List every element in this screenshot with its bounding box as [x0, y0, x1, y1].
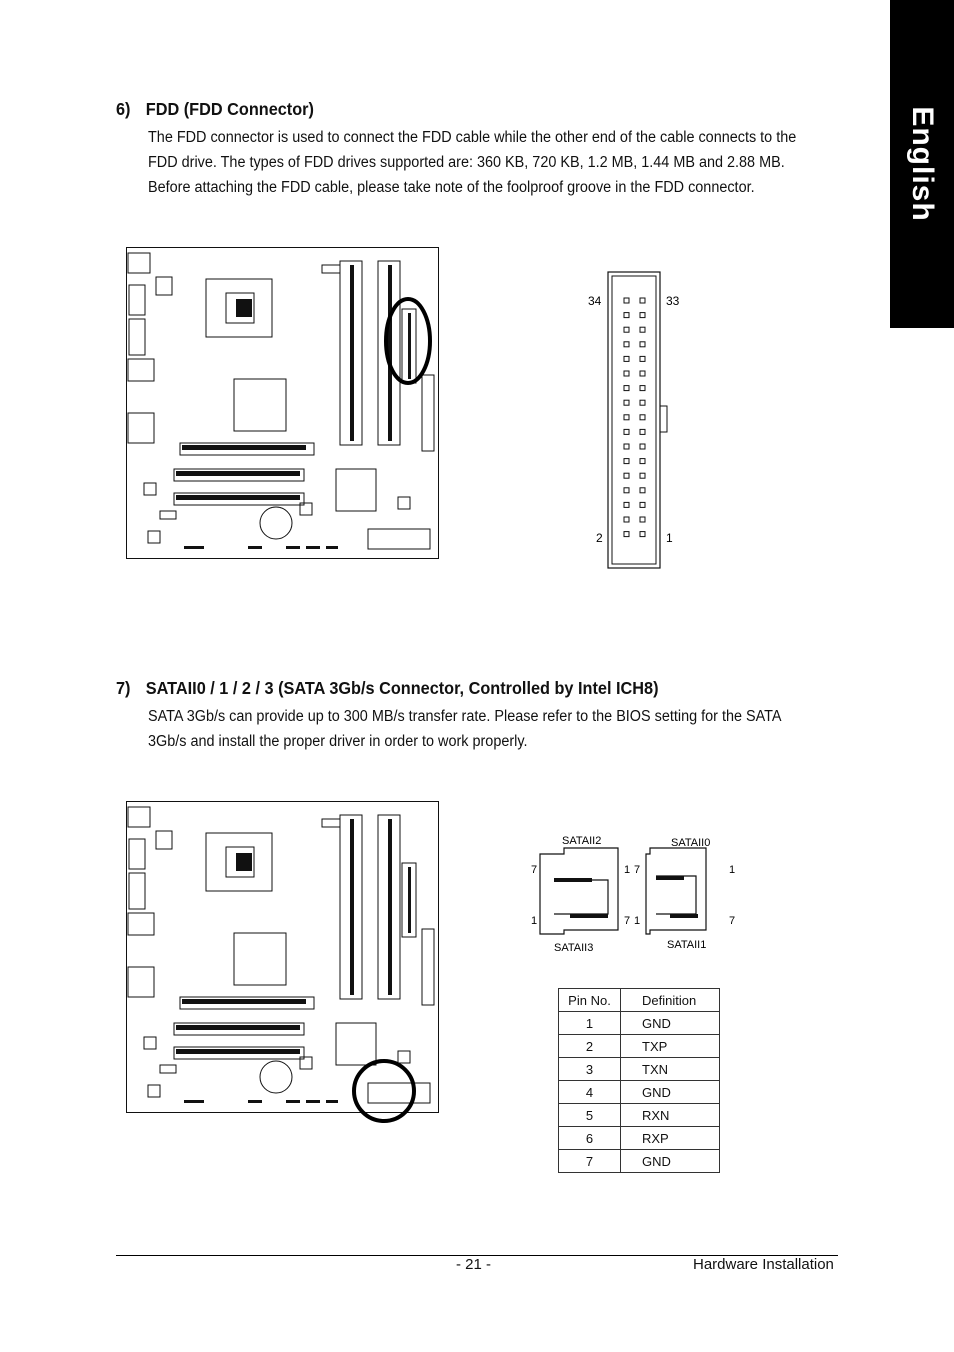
sataii3-pin7-label: 7	[624, 915, 631, 927]
language-label: English	[906, 106, 939, 222]
table-row	[559, 1127, 720, 1150]
language-side-tab	[890, 0, 954, 328]
sataii2-pin7-label: 7	[531, 864, 538, 876]
fdd-pin	[624, 429, 629, 434]
definition-cell: TXN	[621, 1058, 720, 1081]
motherboard-diagram-sata	[126, 801, 439, 1114]
sata-pin-table	[558, 988, 720, 1173]
fdd-pin	[640, 473, 645, 478]
definition-cell: GND	[621, 1150, 720, 1173]
fdd-pin	[640, 532, 645, 537]
section-7-body: SATA 3Gb/s can provide up to 300 MB/s transfer rate. Please refer to the BIOS setting for the SATA 3Gb/s and install the proper driver in order to work properly.	[148, 708, 781, 750]
fdd-pin	[640, 415, 645, 420]
fdd-pin	[640, 459, 645, 464]
footer-section-title: Hardware Installation	[693, 1256, 834, 1273]
pin-cell: 3	[559, 1058, 621, 1081]
fdd-pin	[624, 444, 629, 449]
table-row	[559, 1012, 720, 1035]
sata-connector-diagram	[520, 830, 750, 960]
table-row	[559, 1104, 720, 1127]
sataii1-pin1-label: 1	[634, 915, 641, 927]
sataii0-pin7-label: 7	[634, 864, 641, 876]
sataii1-label: SATAII1	[667, 939, 707, 951]
fdd-pin	[624, 298, 629, 303]
table-row	[559, 1150, 720, 1173]
fdd-pin	[640, 488, 645, 493]
motherboard-diagram-fdd	[126, 247, 439, 560]
section-6-title: FDD (FDD Connector)	[145, 99, 314, 119]
sataii1-pin7-label: 7	[729, 915, 736, 927]
definition-cell: RXN	[621, 1104, 720, 1127]
sataii3-pin1-label: 1	[531, 915, 538, 927]
fdd-pin	[624, 488, 629, 493]
fdd-connector-diagram	[580, 270, 700, 570]
pin-cell: 4	[559, 1081, 621, 1104]
pin-cell: 2	[559, 1035, 621, 1058]
sataii0-label: SATAII0	[671, 837, 711, 849]
sataii2-label: SATAII2	[562, 835, 602, 847]
fdd-pin	[640, 342, 645, 347]
section-6-heading	[116, 99, 314, 120]
table-header-definition: Definition	[621, 989, 720, 1012]
sataii3-label: SATAII3	[554, 942, 594, 954]
table-row	[559, 1035, 720, 1058]
section-6-number: 6)	[116, 99, 131, 119]
fdd-pin	[640, 356, 645, 361]
pin-cell: 1	[559, 1012, 621, 1035]
fdd-pin	[624, 327, 629, 332]
sataii2-pin1-label: 1	[624, 864, 631, 876]
fdd-pin	[640, 371, 645, 376]
fdd-pin	[640, 502, 645, 507]
fdd-pin	[624, 415, 629, 420]
table-header-row	[559, 989, 720, 1012]
fdd-pin-grid	[624, 298, 645, 537]
section-7-title: SATAII0 / 1 / 2 / 3 (SATA 3Gb/s Connector, Controlled by Intel ICH8)	[145, 678, 659, 698]
pin-cell: 6	[559, 1127, 621, 1150]
fdd-pin-34-label: 34	[588, 294, 602, 308]
sataii0-pin1-label: 1	[729, 864, 736, 876]
fdd-pin	[624, 356, 629, 361]
fdd-pin	[640, 386, 645, 391]
fdd-pin	[640, 327, 645, 332]
definition-cell: RXP	[621, 1127, 720, 1150]
pin-cell: 5	[559, 1104, 621, 1127]
fdd-pin	[624, 313, 629, 318]
page-number: - 21 -	[456, 1256, 492, 1273]
fdd-pin	[640, 313, 645, 318]
fdd-pin	[624, 473, 629, 478]
fdd-pin	[640, 444, 645, 449]
fdd-pin-2-label: 2	[596, 531, 603, 545]
fdd-pin-1-label: 1	[666, 531, 673, 545]
section-6-body: The FDD connector is used to connect the FDD cable while the other end of the cable connects to the FDD drive. The types of FDD drives supported are: 360 KB, 720 KB, 1.2 MB, 1.44 MB and 2.88 MB. Before attaching the FDD cable, please take note of the foolproof groove in the FDD connector.	[148, 129, 797, 196]
table-row	[559, 1081, 720, 1104]
fdd-pin	[624, 517, 629, 522]
section-7-heading	[116, 678, 658, 699]
fdd-pin	[624, 502, 629, 507]
pin-cell: 7	[559, 1150, 621, 1173]
fdd-pin	[624, 532, 629, 537]
fdd-pin	[624, 342, 629, 347]
fdd-pin	[624, 371, 629, 376]
definition-cell: TXP	[621, 1035, 720, 1058]
fdd-pin	[624, 459, 629, 464]
table-row	[559, 1058, 720, 1081]
fdd-pin	[640, 298, 645, 303]
definition-cell: GND	[621, 1012, 720, 1035]
fdd-pin	[624, 400, 629, 405]
fdd-pin	[640, 429, 645, 434]
definition-cell: GND	[621, 1081, 720, 1104]
fdd-pin	[624, 386, 629, 391]
table-header-pin: Pin No.	[559, 989, 621, 1012]
fdd-pin-33-label: 33	[666, 294, 680, 308]
section-7-number: 7)	[116, 678, 131, 698]
fdd-pin	[640, 400, 645, 405]
fdd-pin	[640, 517, 645, 522]
